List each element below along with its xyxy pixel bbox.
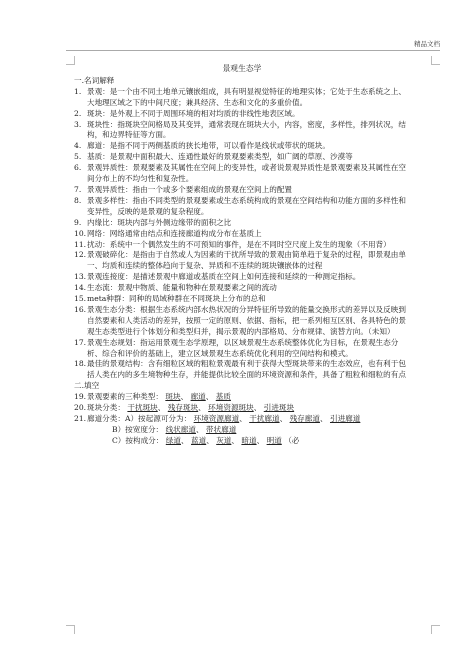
item-text: 景观破碎化：是指由于自然或人为因素的干扰所导致的景观由简单趋于复杂的过程，即景观由单一、均质和连续的整体趋向于复杂、异质和不连续的斑块镶嵌体的过程 [87,250,406,271]
answer: 线状廊道 [165,424,196,434]
definition-item [74,250,410,272]
answer: 引进斑块 [263,403,295,413]
item-number: 16. [74,304,87,314]
answer: 暗道 [241,435,257,445]
answer: 带状廊道 [205,424,237,434]
definition-item [74,152,410,163]
fill-item-21: 21. 廊道分类：A）按起源可分为： 环境资源廊道、 干扰廊道、 残存廊道、 引进廊道 [74,414,361,423]
answer: 残存廊道 [289,414,320,423]
item-text: 景观异质性：指由一个或多个要素组成的景观在空间上的配置 [87,184,293,194]
item-number: 18. [74,359,87,369]
answer: 干扰廊道 [249,414,280,423]
item-text: 斑块：是外观上不同于周围环境的相对均质的非线性地表区域。 [87,108,300,118]
item-number: 17. [74,337,87,347]
document-body [74,64,410,447]
item-text: 景观异质性：景观要素及其属性在空间上的变异性，或者说景观异质性是景观要素及其属性在空间分布上的不均匀性和复杂性。 [87,163,406,184]
definition-item [74,218,410,229]
answer: 环境资源斑块 [208,403,254,413]
item-text: 扰动：系统中一个偶然发生的不可预知的事件，是在不同时空尺度上发生的现象（不用背） [87,239,391,249]
item-number: 8. [74,195,82,205]
definition-item [74,196,410,218]
answer: 绿道 [165,435,181,445]
item-text: 斑块性：指斑块空间格局及其变异，通常表现在斑块大小，内容，密度，多样性，排列状况，结构，和边界特征等方面。 [87,119,406,140]
item-text: 景观连接度：是描述景观中廊道或基质在空间上如何连接和延续的一种测定指标。 [87,272,361,282]
definition-item [74,141,410,152]
fill-item-21b: B）按宽度分： 线状廊道、 带状廊道 [112,424,237,434]
definition-item [74,87,410,109]
item-number: 5. [74,152,82,162]
definition-item [74,120,410,142]
item-number: 14. [74,283,87,293]
answer: 基质 [215,392,231,402]
fill-item-21c: C）按构成分： 绿道、 蓝道、 灰道、 暗道、 明道 （必 [112,435,300,445]
document-title: 景观生态学 [222,64,262,73]
answer: 环境资源廊道 [193,414,240,423]
answer: 干扰斑块 [127,403,158,413]
item-text: 内缘比：斑块内部与外侧边缘带的面积之比 [87,217,232,227]
definition-item [74,229,410,240]
item-text: 最佳的景观结构：含有细粒区域的粗粒景观最有利于获得大型斑块带来的生态效应，也有利于包括人类在内的多生境物种生存，并能提供比较全面的环境资源和条件，具备了粗粒和细粒的有点 [87,359,406,380]
item-number: 11. [74,239,87,249]
item-number: 1. [74,86,82,96]
answer: 廊道 [190,392,206,402]
item-number: 3. [74,119,82,129]
item-text: 生态流：景观中物质、能量和物种在景观要素之间的流动 [87,283,277,293]
item-number: 7. [74,184,82,194]
fill-item-19: 19. 景观要素的三种类型： 斑块、 廊道、 基质 [74,392,231,402]
item-number: 12. [74,250,87,260]
item-number: 2. [74,108,82,118]
header-tag: 精品文档 [414,40,440,48]
definition-item [74,305,410,338]
definition-item [74,272,410,283]
definition-list [74,87,410,381]
item-text: meta种群：同种的局域种群在不同斑块上分布的总和 [87,294,266,304]
item-text: 景观生态规划：指运用景观生态学原理，以区域景观生态系统整体优化为目标，在景观生态分析、综合和评价的基础上，建立区域景观生态系统优化利用的空间结构和模式。 [87,337,399,358]
item-number: 15. [74,294,87,304]
corner-mark-bottom-right [431,625,440,634]
section-heading-fill-in: 二.填空 [74,381,100,391]
item-number: 9. [74,217,82,227]
answer: 残存斑块 [167,403,199,413]
item-number: 13. [74,272,87,282]
item-text: 景观生态分类：根据生态系统内部水热状况的分异特征所导致的能量交换形式的差异以及反映到自然要素和人类活动的差异，按照一定的原则、依据、指标，把一系列相互区别、各具特色的景观生态类型进行个体划分和类型归并，揭示景观的内部格局、分布规律、演替方向。（未知） [87,304,406,336]
answer: 斑块 [165,392,181,402]
answer: 明道 [266,435,282,445]
definition-item [74,109,410,120]
item-text: 廊道：是指不同于两侧基质的狭长地带，可以看作是线状或带状的斑块。 [87,141,330,151]
section-heading-definitions: 一.名词解释 [74,75,115,85]
answer: 引进廊道 [329,414,361,423]
definition-item [74,163,410,185]
item-text: 景观多样性：指由不同类型的景观要素或生态系统构成的景观在空间结构和功能方面的多样性和变异性，反映的是景观的复杂程度。 [87,195,406,216]
corner-mark-bottom-left [66,625,75,634]
header-rule [66,50,440,51]
item-number: 4. [74,141,82,151]
definition-item [74,294,410,305]
item-number: 10. [74,228,87,238]
definition-item [74,359,410,381]
corner-mark-top-right [431,56,440,65]
item-text: 景观：是一个由不同土地单元镶嵌组成，具有明显视觉特征的地理实体；它处于生态系统之上、大地理区域之下的中间尺度；兼具经济、生态和文化的多重价值。 [87,86,406,107]
item-text: 基质：是景观中面积最大、连通性最好的景观要素类型，如广阔的草原、沙漠等 [87,152,353,162]
definition-item [74,283,410,294]
item-text: 网络：网络通常由结点和连接廊道构成分布在基质上 [87,228,262,238]
definition-item [74,240,410,251]
definition-item [74,185,410,196]
definition-item [74,338,410,360]
fill-item-20: 20. 斑块分类： 干扰斑块、 残存斑块、 环境资源斑块、 引进斑块 [74,403,295,413]
item-number: 6. [74,163,82,173]
answer: 蓝道 [191,435,207,445]
answer: 灰道 [216,435,232,445]
